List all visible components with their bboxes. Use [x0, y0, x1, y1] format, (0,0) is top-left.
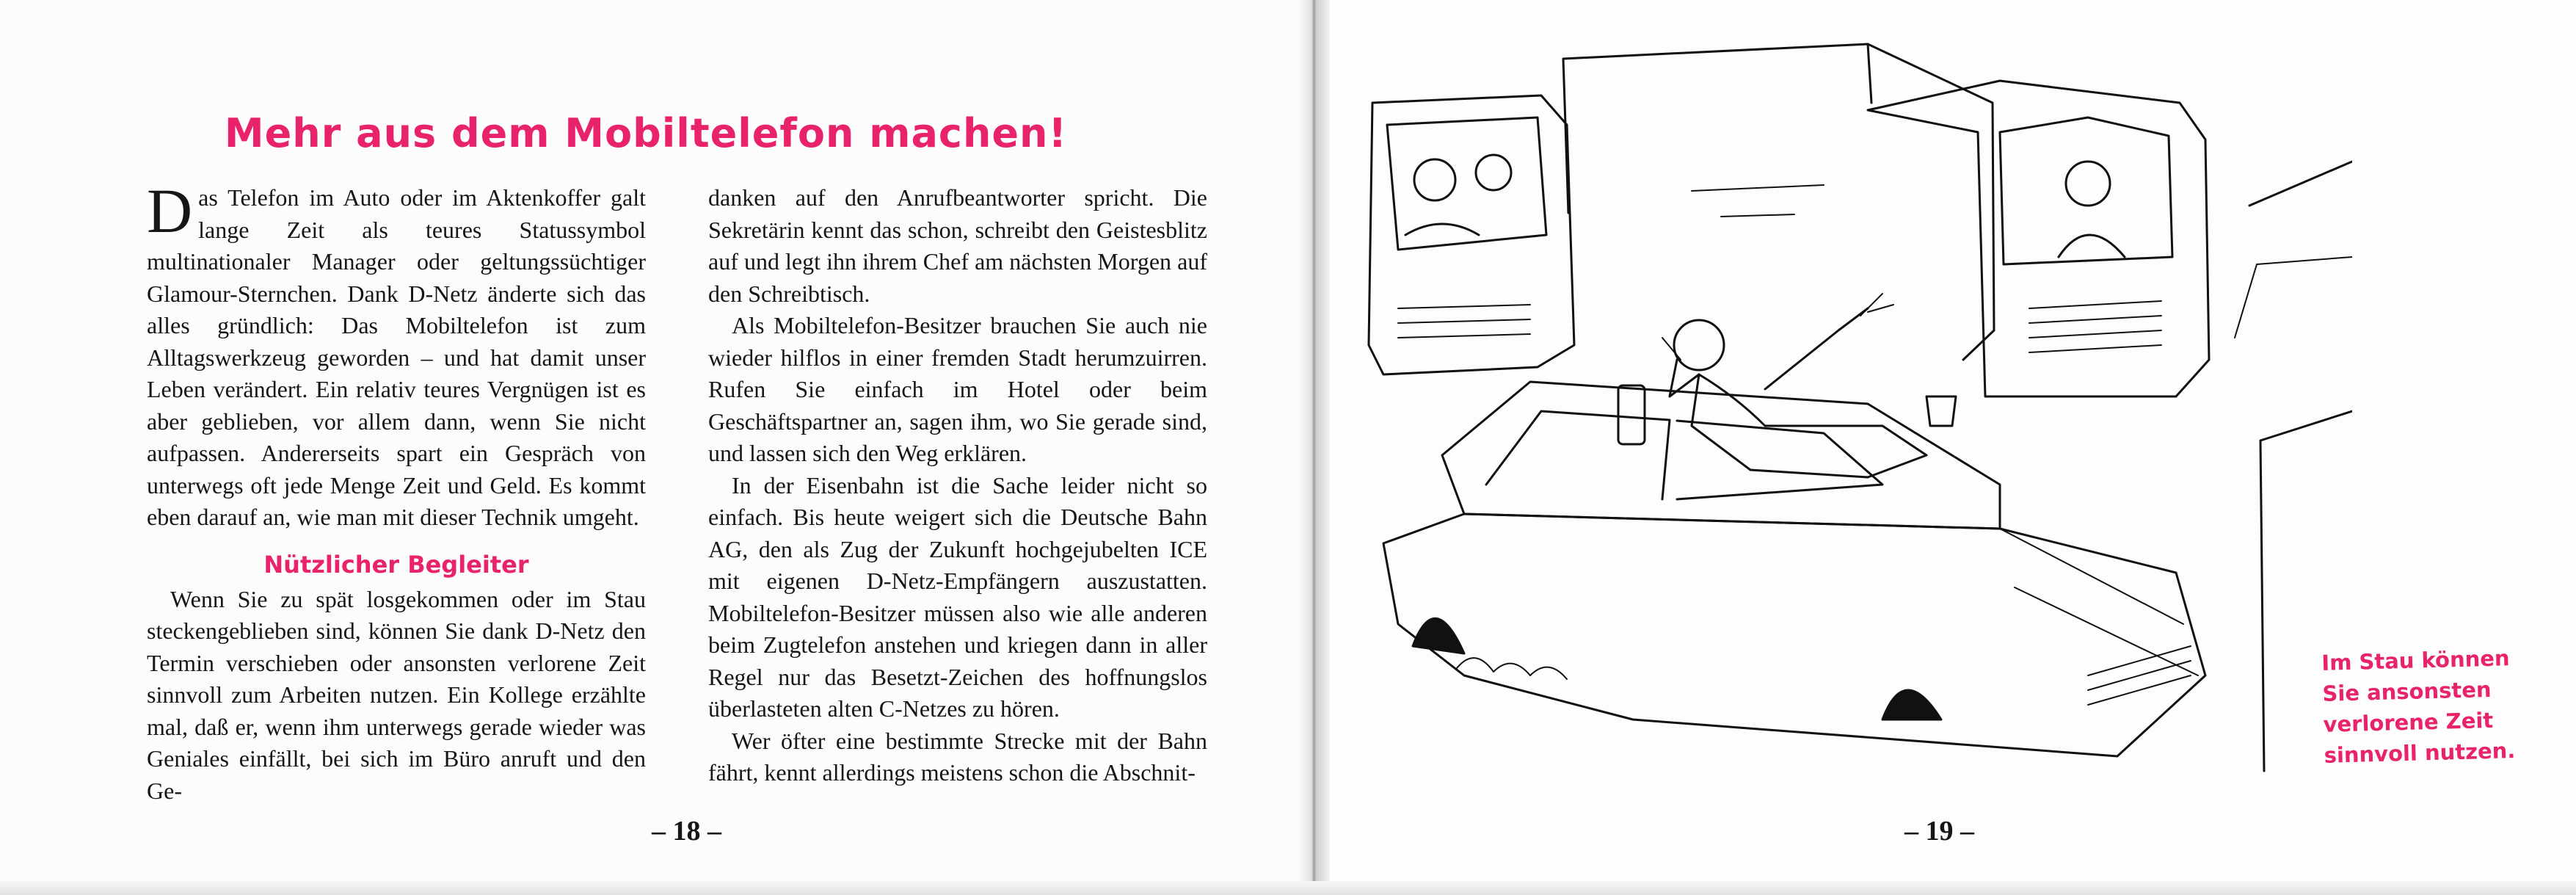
artist-signature [1457, 658, 1567, 679]
section-subheading: Nützlicher Begleiter [263, 550, 529, 579]
coffee-cup [1926, 396, 1956, 426]
caption-line: sinnvoll nutzen. [2324, 738, 2516, 768]
phone-antenna [1662, 338, 1681, 360]
truck-cab [1868, 81, 2209, 396]
page-number-left: – 18 – [652, 816, 721, 847]
book-gutter [1299, 0, 1330, 895]
paragraph: danken auf den Anrufbeantworter spricht. Die Sekretärin kennt das schon, schreibt den Geistesblitz auf und legt ihn ihrem Chef am nächsten Morgen auf den Schreibtisch. [708, 184, 1207, 307]
caption-line: Im Stau können [2321, 645, 2510, 675]
main-car-hood [2000, 529, 2198, 675]
truck-box [1563, 44, 1994, 360]
front-wheel [1882, 690, 1941, 720]
man-arm-waving [1765, 308, 1868, 389]
truck-window [2000, 117, 2172, 264]
truck-driver-body [2059, 235, 2125, 257]
intro-paragraph [147, 175, 646, 534]
left-van-grille [1398, 305, 1530, 338]
page-headline: Mehr aus dem Mobiltelefon machen! [224, 110, 1068, 156]
main-car-roof [1442, 382, 2000, 529]
truck-box-lines [1692, 185, 1824, 217]
traffic-jam-cartoon [1354, 15, 2352, 778]
page-number-right: – 19 – [1904, 816, 1974, 847]
text-column-left [147, 175, 646, 807]
main-car-windows [1486, 411, 1882, 499]
cartoon-caption [2321, 642, 2544, 771]
paragraph: Wer öfter eine bestimmte Strecke mit der Bahn fährt, kennt allerdings meistens schon die Abschnit- [708, 727, 1207, 786]
page-bottom-shade [0, 881, 2576, 895]
caption-line: Sie ansonsten [2322, 676, 2492, 706]
main-car-grille [2088, 646, 2191, 705]
paragraph: In der Eisenbahn ist die Sache leider nicht so einfach. Bis heute weigert sich die Deutsche Bahn AG, den als Zug der Zukunft hochgejubelten ICE mit eigenen D-Netz-Empfängern auszustatten. Mobiltelefon-Besitzer müssen also wie alle anderen beim Zugtelefon anstehen und kriegen dann in aller Regel nur das Besetzt-Zeichen des hoffnungslos überlasteten alten C-Netzes zu hören. [708, 471, 1207, 722]
paragraph: Wenn Sie zu spät losgekommen oder im Stau steckengeblieben sind, können Sie dank D-Netz den Termin verschieben oder ansonsten verlorene Zeit sinnvoll zum Arbeiten nutzen. Ein Kollege erzählte mal, daß er, wenn ihm unterwegs gerade wieder was Geniales einfällt, bei sich im Büro anruft und den Ge- [147, 585, 646, 804]
van-driver-head [1414, 159, 1455, 200]
truck-driver-head [2066, 162, 2110, 206]
man-hand [1860, 294, 1893, 316]
main-car-body [1383, 514, 2205, 756]
paragraph: Als Mobiltelefon-Besitzer brauchen Sie auch nie wieder hilflos in einer fremden Stadt herumzuirren. Rufen Sie einfach im Hotel oder beim Geschäftspartner an, sagen ihm, wo Sie gerade sind, und lassen sich den Weg erklären. [708, 312, 1207, 466]
right-vehicle-detail [2235, 257, 2352, 338]
truck-grille [2029, 301, 2161, 352]
drop-cap: D [147, 175, 193, 246]
text-column-right [708, 182, 1207, 789]
van-passenger-head [1476, 155, 1511, 190]
man-head [1674, 320, 1724, 370]
rear-wheel [1413, 618, 1464, 653]
thermos-can [1618, 385, 1645, 444]
van-steering [1405, 224, 1479, 235]
caption-line: verlorene Zeit [2323, 707, 2494, 737]
intro-text: as Telefon im Auto oder im Aktenkoffer galt lange Zeit als teures Statussymbol multinationaler Manager oder geltungssüchtiger Glamour-Sternchen. Dank D-Netz änderte sich das alles gründlich: Das Mobiltelefon ist zum Alltagswerkzeug geworden – und hat damit unser Leben verändert. Ein relativ teures Vergnügen ist es aber geblieben, vor allem dann, wenn Sie nicht aufpassen. Andererseits spart ein Gespräch von unterwegs oft jede Menge Zeit und Geld. Es kommt eben darauf an, wie man mit dieser Technik umgeht. [147, 184, 646, 530]
